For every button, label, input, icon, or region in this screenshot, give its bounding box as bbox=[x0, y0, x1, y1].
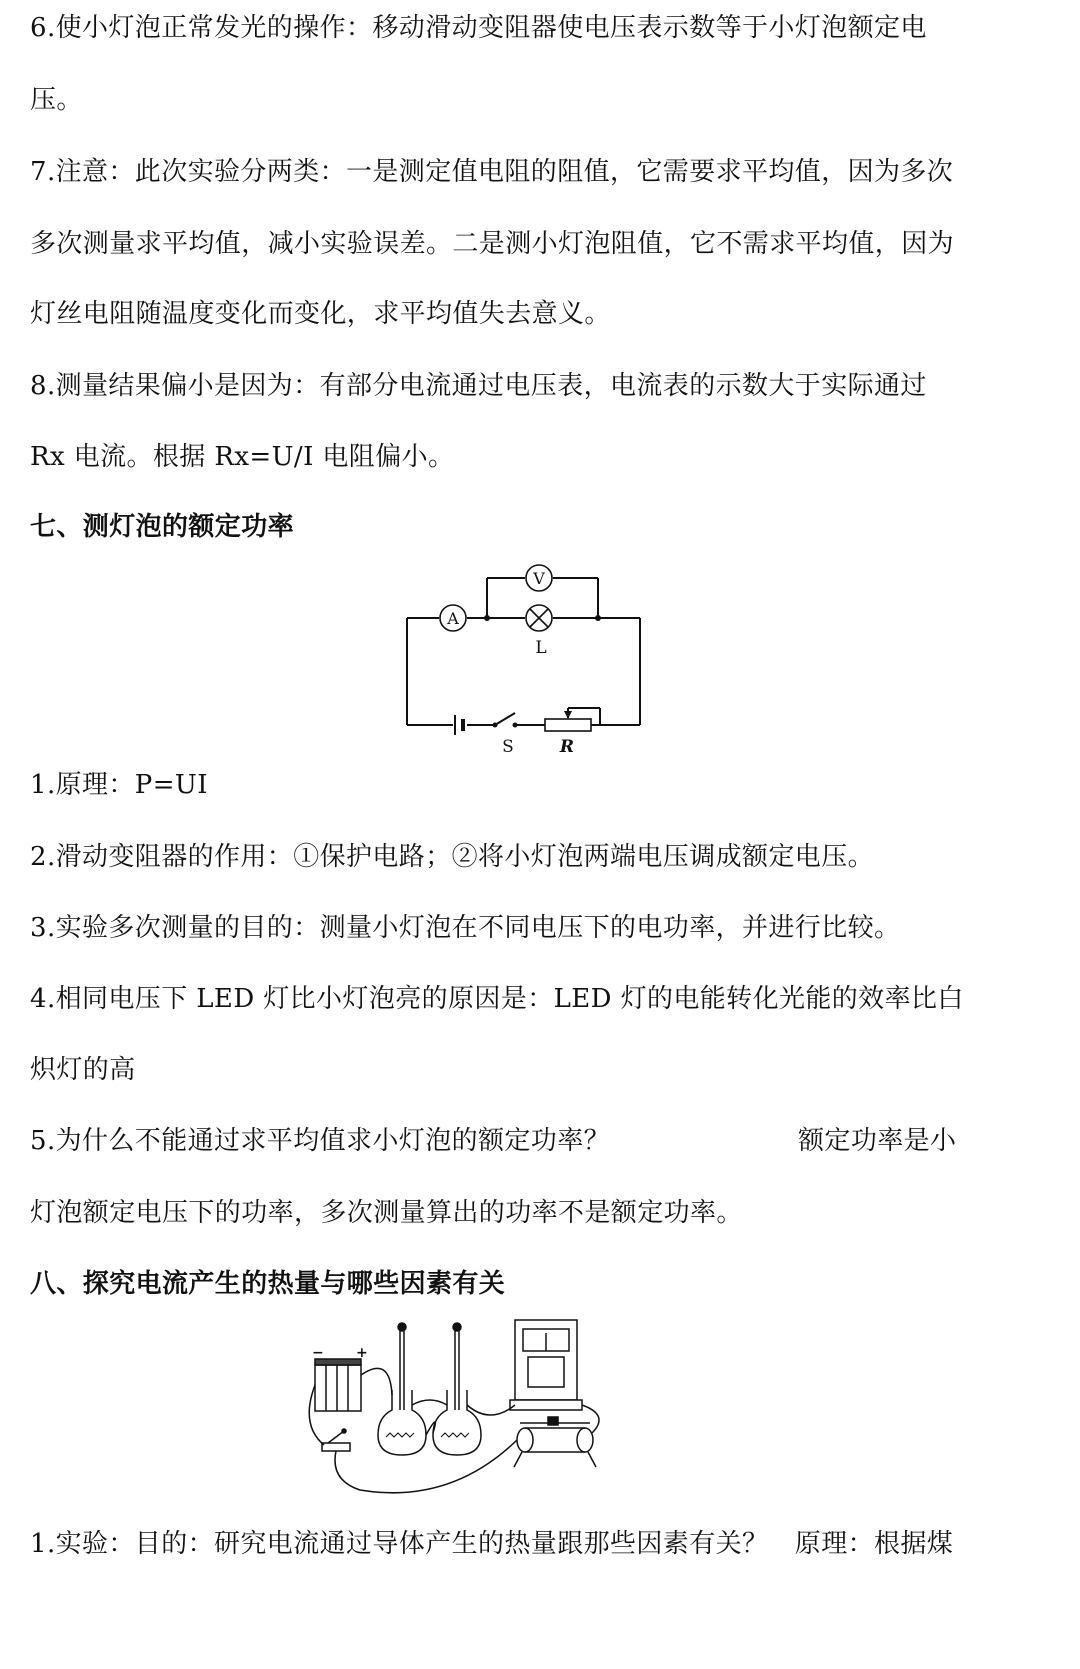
voltmeter-label: V bbox=[533, 569, 545, 588]
item7-line3: 灯丝电阻随温度变化而变化，求平均值失去意义。 bbox=[30, 299, 611, 329]
section7-item3: 3.实验多次测量的目的：测量小灯泡在不同电压下的电功率，并进行比较。 bbox=[30, 913, 901, 943]
flask-thermometer-left-icon bbox=[378, 1323, 426, 1455]
section7-heading: 七、测灯泡的额定功率 bbox=[30, 512, 295, 542]
ammeter-label: A bbox=[447, 609, 459, 628]
lamp-icon bbox=[526, 605, 552, 631]
battery-pack-icon bbox=[315, 1359, 361, 1411]
item6-line2: 压。 bbox=[30, 85, 83, 115]
battery-icon bbox=[455, 715, 463, 735]
heat-experiment-apparatus-diagram bbox=[300, 1315, 620, 1515]
section7-item5-line1 bbox=[30, 1124, 956, 1158]
rheostat-icon bbox=[545, 719, 591, 731]
battery-plus-sign: + bbox=[356, 1345, 368, 1361]
battery-minus-sign: − bbox=[312, 1345, 324, 1361]
item8-line2: Rx 电流。根据 Rx=U/I 电阻偏小。 bbox=[30, 442, 455, 472]
section8-heading: 八、探究电流产生的热量与哪些因素有关 bbox=[30, 1269, 506, 1299]
slide-rheostat-icon bbox=[514, 1417, 596, 1467]
rheostat-slider-arrow bbox=[564, 711, 572, 719]
flask-thermometer-right-icon bbox=[433, 1323, 481, 1455]
item6-line1: 6.使小灯泡正常发光的操作：移动滑动变阻器使电压表示数等于小灯泡额定电 bbox=[30, 13, 927, 43]
section7-item5-line2: 灯泡额定电压下的功率，多次测量算出的功率不是额定功率。 bbox=[30, 1198, 743, 1228]
power-measurement-circuit-diagram bbox=[395, 560, 655, 760]
lamp-label: L bbox=[535, 638, 547, 658]
section7-item4-line2: 炽灯的高 bbox=[30, 1055, 136, 1085]
ammeter-box-icon bbox=[510, 1320, 582, 1410]
item5-answer-start: 额定功率是小 bbox=[798, 1126, 957, 1156]
item5-question: 5.为什么不能通过求平均值求小灯泡的额定功率？ bbox=[30, 1126, 611, 1156]
section7-item1: 1.原理：P=UI bbox=[30, 770, 208, 800]
switch-contact bbox=[493, 723, 498, 728]
junction-dot bbox=[595, 615, 601, 621]
switch-label: S bbox=[502, 737, 514, 757]
knife-switch-icon bbox=[322, 1429, 350, 1451]
section7-item4-line1: 4.相同电压下 LED 灯比小灯泡亮的原因是：LED 灯的电能转化光能的效率比白 bbox=[30, 984, 964, 1014]
item7-line2: 多次测量求平均值，减小实验误差。二是测小灯泡阻值，它不需求平均值，因为 bbox=[30, 229, 955, 259]
item7-line1: 7.注意：此次实验分两类：一是测定值电阻的阻值，它需要求平均值，因为多次 bbox=[30, 157, 954, 187]
rheostat-label: R bbox=[559, 737, 575, 757]
switch-contact bbox=[513, 723, 518, 728]
section7-item2: 2.滑动变阻器的作用：①保护电路；②将小灯泡两端电压调成额定电压。 bbox=[30, 842, 875, 872]
junction-dot bbox=[484, 615, 490, 621]
section8-item1-line1: 1.实验：目的：研究电流通过导体产生的热量跟那些因素有关？ 原理：根据煤 bbox=[30, 1529, 954, 1559]
item8-line1: 8.测量结果偏小是因为：有部分电流通过电压表，电流表的示数大于实际通过 bbox=[30, 371, 927, 401]
